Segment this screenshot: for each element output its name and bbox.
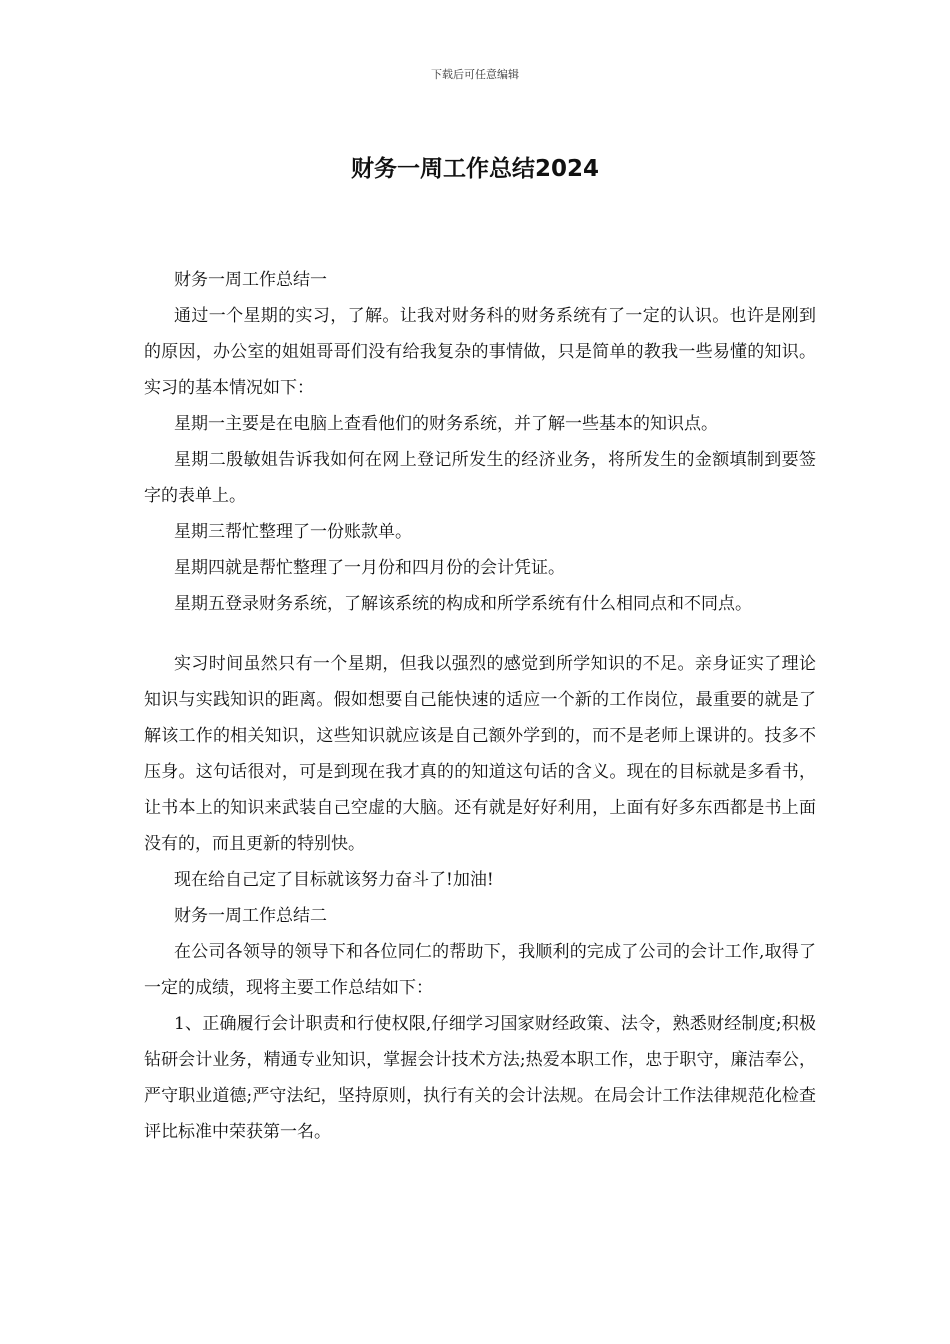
paragraph-summary-intro: 在公司各领导的领导下和各位同仁的帮助下，我顺利的完成了公司的会计工作,取得了一定的成绩，现将主要工作总结如下：: [144, 942, 816, 998]
header-note: 下载后可任意编辑: [431, 68, 519, 81]
paragraph-tuesday: 星期二殷敏姐告诉我如何在网上登记所发生的经济业务，将所发生的金额填制到要签字的表单上。: [144, 450, 816, 506]
paragraph-monday: 星期一主要是在电脑上查看他们的财务系统，并了解一些基本的知识点。: [174, 414, 718, 434]
paragraph-spacer: [144, 622, 816, 646]
section-heading-one: 财务一周工作总结一: [174, 270, 327, 290]
paragraph-goal: 现在给自己定了目标就该努力奋斗了!加油!: [174, 870, 494, 890]
document-title: 财务一周工作总结2024: [350, 156, 599, 182]
paragraph-friday: 星期五登录财务系统，了解该系统的构成和所学系统有什么相同点和不同点。: [174, 594, 752, 614]
document-body: [144, 262, 816, 1150]
paragraph-reflection: 实习时间虽然只有一个星期，但我以强烈的感觉到所学知识的不足。亲身证实了理论知识与实践知识的距离。假如想要自己能快速的适应一个新的工作岗位，最重要的就是了解该工作的相关知识，这些知识就应该是自己额外学到的，而不是老师上课讲的。技多不压身。这句话很对，可是到现在我才真的的知道这句话的含义。现在的目标就是多看书，让书本上的知识来武装自己空虚的大脑。还有就是好好利用，上面有好多东西都是书上面没有的，而且更新的特别快。: [144, 654, 816, 854]
paragraph-item-one: 1、正确履行会计职责和行使权限,仔细学习国家财经政策、法令，熟悉财经制度;积极钻研会计业务，精通专业知识，掌握会计技术方法;热爱本职工作，忠于职守，廉洁奉公，严守职业道德;严守法纪，坚持原则，执行有关的会计法规。在局会计工作法律规范化检查评比标准中荣获第一名。: [144, 1014, 816, 1142]
paragraph-wednesday: 星期三帮忙整理了一份账款单。: [174, 522, 412, 542]
paragraph-intro: 通过一个星期的实习，了解。让我对财务科的财务系统有了一定的认识。也许是刚到的原因，办公室的姐姐哥哥们没有给我复杂的事情做，只是简单的教我一些易懂的知识。实习的基本情况如下：: [144, 306, 816, 398]
paragraph-thursday: 星期四就是帮忙整理了一月份和四月份的会计凭证。: [174, 558, 565, 578]
section-heading-two: 财务一周工作总结二: [174, 906, 327, 926]
